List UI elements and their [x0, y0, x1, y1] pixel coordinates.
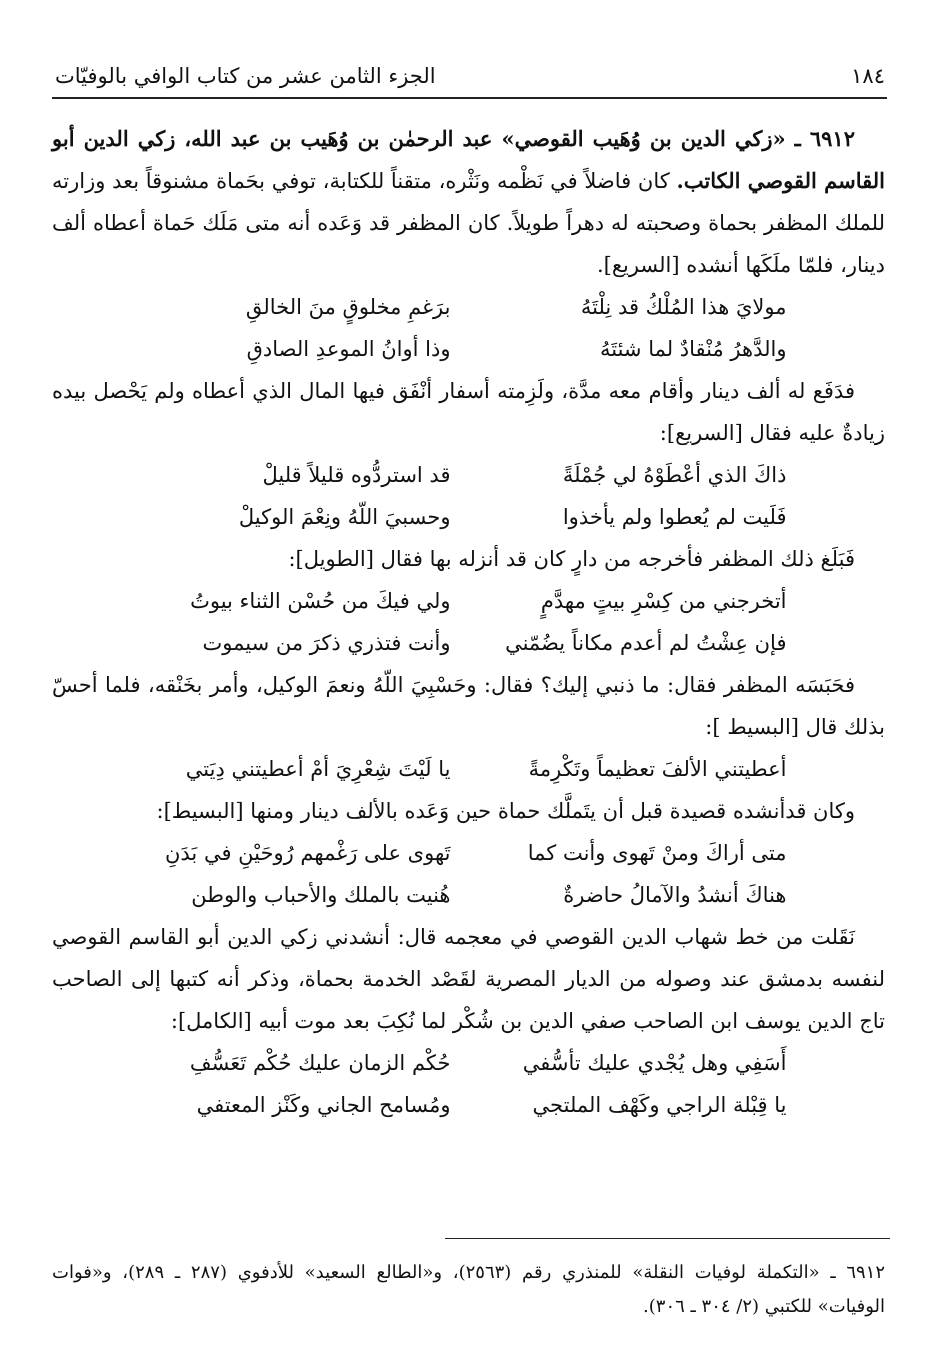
verse-line: [52, 874, 885, 916]
verse-second-hemistich: وأنت فتذري ذكرَ من سيموت: [202, 631, 451, 655]
entry-title: ٦٩١٢ ـ «زكي الدين بن وُهَيب القوصي» عبد الرحمٰن بن وُهَيب بن عبد الله، زكي الدين أبو القاسم القوصي الكاتب.: [52, 126, 885, 193]
verse-line: [52, 748, 885, 790]
verse-second-hemistich: تَهوى على رَغْمهم رُوحَيْنِ في بَدَنِ: [164, 841, 451, 865]
verse-second-hemistich: يا لَيْتَ شِعْرِيَ أمْ أعطيتني دِيَتي: [185, 757, 451, 781]
verse-line: [52, 286, 885, 328]
verse-first-hemistich: أتخرجني من كِسْرِ بيتٍ مهدَّمٍ: [540, 589, 787, 613]
prose-paragraph: فدَفَع له ألف دينار وأقام معه مدَّة، ولَزِمته أسفار أنْفَق فيها المال الذي أعطاه ولم يَحْصل بيده زيادةٌ عليه فقال [السريع]:: [52, 379, 885, 445]
verse-first-hemistich: أعطيتني الألفَ تعظيماً وتَكْرِمةً: [528, 757, 787, 781]
verse-line: [52, 454, 885, 496]
verse-line: [52, 1042, 885, 1084]
header-divider: [52, 97, 887, 99]
verse-line: [52, 1084, 885, 1126]
verse-first-hemistich: فإن عِشْتُ لم أعدم مكاناً يضُمّني: [505, 631, 787, 655]
prose-paragraph: فَبَلَغ ذلك المظفر فأخرجه من دارٍ كان قد أنزله بها فقال [الطويل]:: [288, 547, 855, 571]
verse-first-hemistich: هناكَ أنشدُ والآمالُ حاضرةٌ: [563, 883, 787, 907]
poem-2: [52, 454, 885, 538]
verse-line: [52, 328, 885, 370]
verse-first-hemistich: متى أراكَ ومنْ تَهوى وأنت كما: [527, 841, 787, 865]
prose-paragraph: وكان قدأنشده قصيدة قبل أن يتَملَّك حماة حين وَعَده بالألف دينار ومنها [البسيط]:: [156, 799, 855, 823]
verse-line: [52, 832, 885, 874]
verse-first-hemistich: يا قِبْلة الراجي وكَهْف الملتجي: [532, 1093, 787, 1117]
prose-paragraph: نَقَلت من خط شهاب الدين القوصي في معجمه قال: أنشدني زكي الدين أبو القاسم القوصي لنفسه بدمشق عند وصوله من الديار المصرية لقَصْد الخدمة بحماة، وذكر أنه كتبها إلى الصاحب تاج الدين يوسف ابن الصاحب صفي الدين بن شُكْر لما نُكِبَ بعد موت أبيه [الكامل]:: [52, 925, 885, 1033]
poem-1: [52, 286, 885, 370]
verse-line: [52, 580, 885, 622]
verse-first-hemistich: أَسَفِي وهل يُجْدي عليك تأسُّفي: [522, 1051, 787, 1075]
poem-6: [52, 1042, 885, 1126]
entry-paragraph: [52, 118, 885, 286]
verse-second-hemistich: قد استردُّوه قليلاً قليلْ: [262, 463, 451, 487]
running-title: الجزء الثامن عشر من كتاب الوافي بالوفيّات: [55, 64, 436, 88]
main-text: [52, 118, 885, 1126]
page-header: [55, 58, 885, 94]
footnote-divider: [445, 1238, 890, 1239]
poem-5: [52, 832, 885, 916]
footnote: ٦٩١٢ ـ «التكملة لوفيات النقلة» للمنذري رقم (٢٥٦٣)، و«الطالع السعيد» للأدفوي (٢٨٧ ـ ٢٨٩)، و«فوات الوفيات» للكتبي (٢/ ٣٠٤ ـ ٣٠٦).: [52, 1262, 886, 1317]
verse-second-hemistich: ولي فيكَ من حُسْن الثناء بيوتُ: [190, 589, 451, 613]
verse-first-hemistich: ذاكَ الذي أعْطَوْهُ لي جُمْلَةً: [562, 463, 787, 487]
verse-line: [52, 622, 885, 664]
verse-second-hemistich: هُنيت بالملك والأحباب والوطن: [191, 883, 451, 907]
verse-second-hemistich: وحسبيَ اللّهُ ونِعْمَ الوكيلْ: [238, 505, 451, 529]
entry-intro: كان فاضلاً في نَظْمه ونَثْره، متقناً للكتابة، توفي بحَماة مشنوقاً بعد وزارته للملك المظفر بحماة وصحبته له دهراً طويلاً. كان المظفر قد وَعَده أنه متى مَلَك حَماة أعطاه ألف دينار، فلمّا ملَكَها أنشده [السريع].: [52, 169, 885, 277]
poem-4: [52, 748, 885, 790]
verse-second-hemistich: ومُسامح الجاني وكَنْز المعتفي: [196, 1093, 451, 1117]
verse-first-hemistich: مولايَ هذا المُلْكُ قد نِلْتَهُ: [580, 295, 787, 319]
verse-second-hemistich: وذا أوانُ الموعدِ الصادقِ: [246, 337, 451, 361]
verse-second-hemistich: حُكْم الزمان عليك حُكْم تَعَسُّفِ: [189, 1051, 451, 1075]
verse-first-hemistich: والدَّهرُ مُنْقادٌ لما شئتَهُ: [599, 337, 787, 361]
verse-second-hemistich: برَغمِ مخلوقٍ منَ الخالقِ: [245, 295, 451, 319]
poem-3: [52, 580, 885, 664]
page-number: ١٨٤: [851, 64, 885, 88]
verse-line: [52, 496, 885, 538]
prose-paragraph: فحَبَسَه المظفر فقال: ما ذنبي إليك؟ فقال: وحَسْبِيَ اللّهُ ونعمَ الوكيل، وأمر بخَنْقه، فلما أحسّ بذلك قال [البسيط ]:: [52, 673, 885, 739]
verse-first-hemistich: فَلَيت لم يُعطوا ولم يأخذوا: [562, 505, 787, 529]
